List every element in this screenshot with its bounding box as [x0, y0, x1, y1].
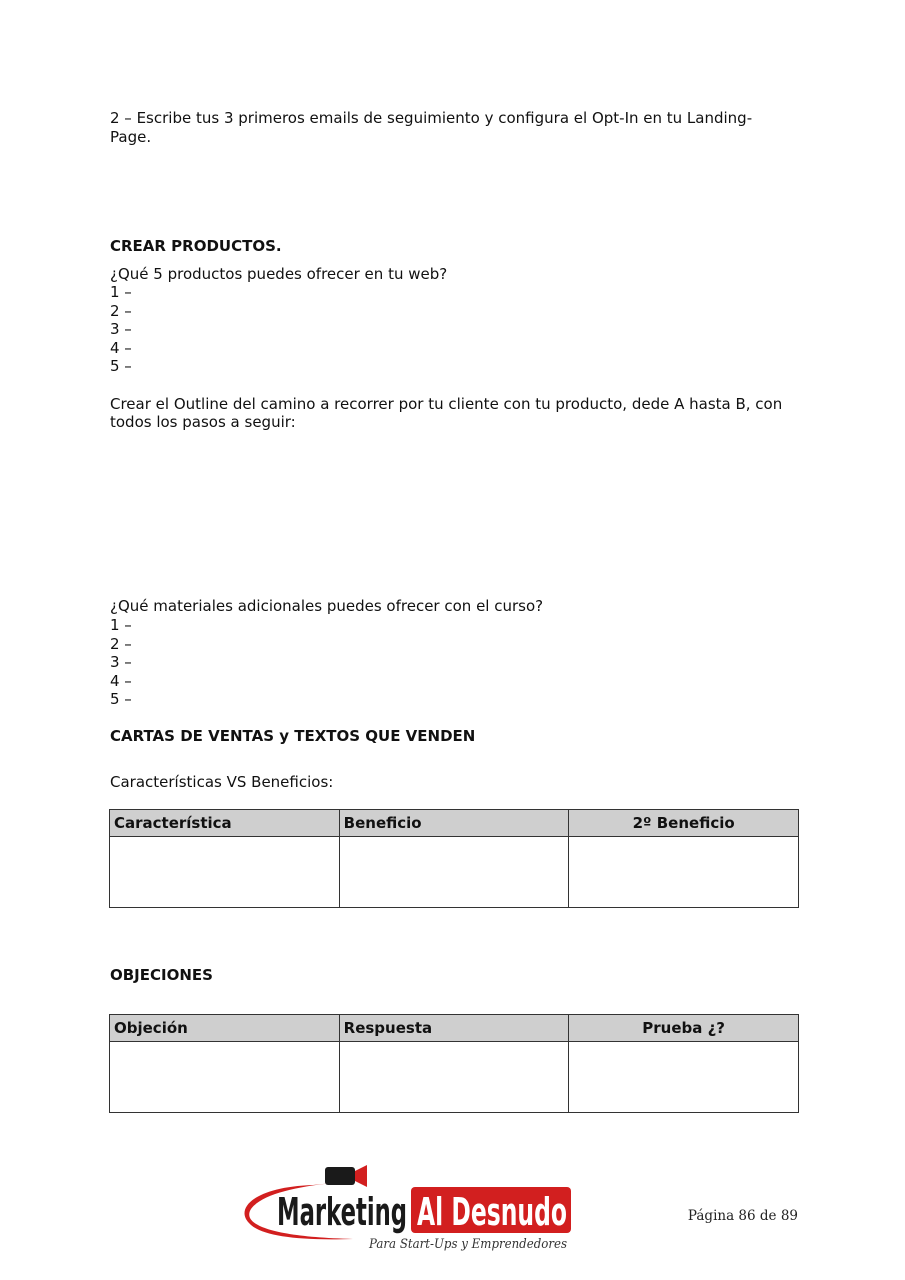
materials-question: ¿Qué materiales adicionales puedes ofrecer con el curso?	[110, 597, 544, 615]
table-row	[110, 837, 799, 908]
products-heading: CREAR PRODUCTOS.	[110, 237, 282, 255]
list-item: 5 –	[110, 690, 132, 708]
page-number: Página 86 de 89	[687, 1208, 798, 1224]
list-item: 3 –	[110, 320, 132, 338]
header-segundo-beneficio: 2º Beneficio	[569, 810, 799, 837]
table-cell[interactable]	[569, 837, 799, 908]
table-cell[interactable]	[339, 1042, 569, 1113]
header-prueba: Prueba ¿?	[569, 1015, 799, 1042]
step2-line1: 2 – Escribe tus 3 primeros emails de seguimiento y configura el Opt-In en tu Landing-	[110, 109, 753, 127]
table-cell[interactable]	[110, 837, 340, 908]
list-item: 3 –	[110, 653, 132, 671]
features-benefits-table	[109, 809, 799, 908]
camera-icon	[325, 1167, 355, 1185]
list-item: 1 –	[110, 616, 132, 634]
materials-list	[110, 616, 132, 709]
sales-subtitle: Características VS Beneficios:	[110, 773, 334, 791]
logo-word-marketing: Marketing	[277, 1190, 407, 1234]
logo-tagline: Para Start-Ups y Emprendedores	[368, 1237, 568, 1252]
objections-heading: OBJECIONES	[110, 966, 213, 984]
products-question: ¿Qué 5 productos puedes ofrecer en tu web?	[110, 265, 448, 283]
list-item: 2 –	[110, 634, 132, 653]
marketing-al-desnudo-logo	[233, 1163, 573, 1253]
table-cell[interactable]	[110, 1042, 340, 1113]
outline-line2: todos los pasos a seguir:	[110, 413, 296, 431]
objections-table	[109, 1014, 799, 1113]
header-objecion: Objeción	[110, 1015, 340, 1042]
list-item: 2 –	[110, 301, 132, 320]
logo-word-al-desnudo: Al Desnudo	[417, 1190, 567, 1234]
products-list	[110, 283, 132, 376]
header-caracteristica: Característica	[110, 810, 340, 837]
list-item: 4 –	[110, 671, 132, 690]
step2-line2: Page.	[110, 128, 152, 146]
table-header-row	[110, 810, 799, 837]
list-item: 5 –	[110, 357, 132, 375]
table-header-row	[110, 1015, 799, 1042]
outline-line1: Crear el Outline del camino a recorrer por tu cliente con tu producto, dede A hasta B, con	[110, 395, 783, 413]
list-item: 1 –	[110, 283, 132, 301]
header-beneficio: Beneficio	[339, 810, 569, 837]
list-item: 4 –	[110, 338, 132, 357]
table-cell[interactable]	[569, 1042, 799, 1113]
header-respuesta: Respuesta	[339, 1015, 569, 1042]
table-row	[110, 1042, 799, 1113]
sales-heading: CARTAS DE VENTAS y TEXTOS QUE VENDEN	[110, 727, 476, 745]
table-cell[interactable]	[339, 837, 569, 908]
